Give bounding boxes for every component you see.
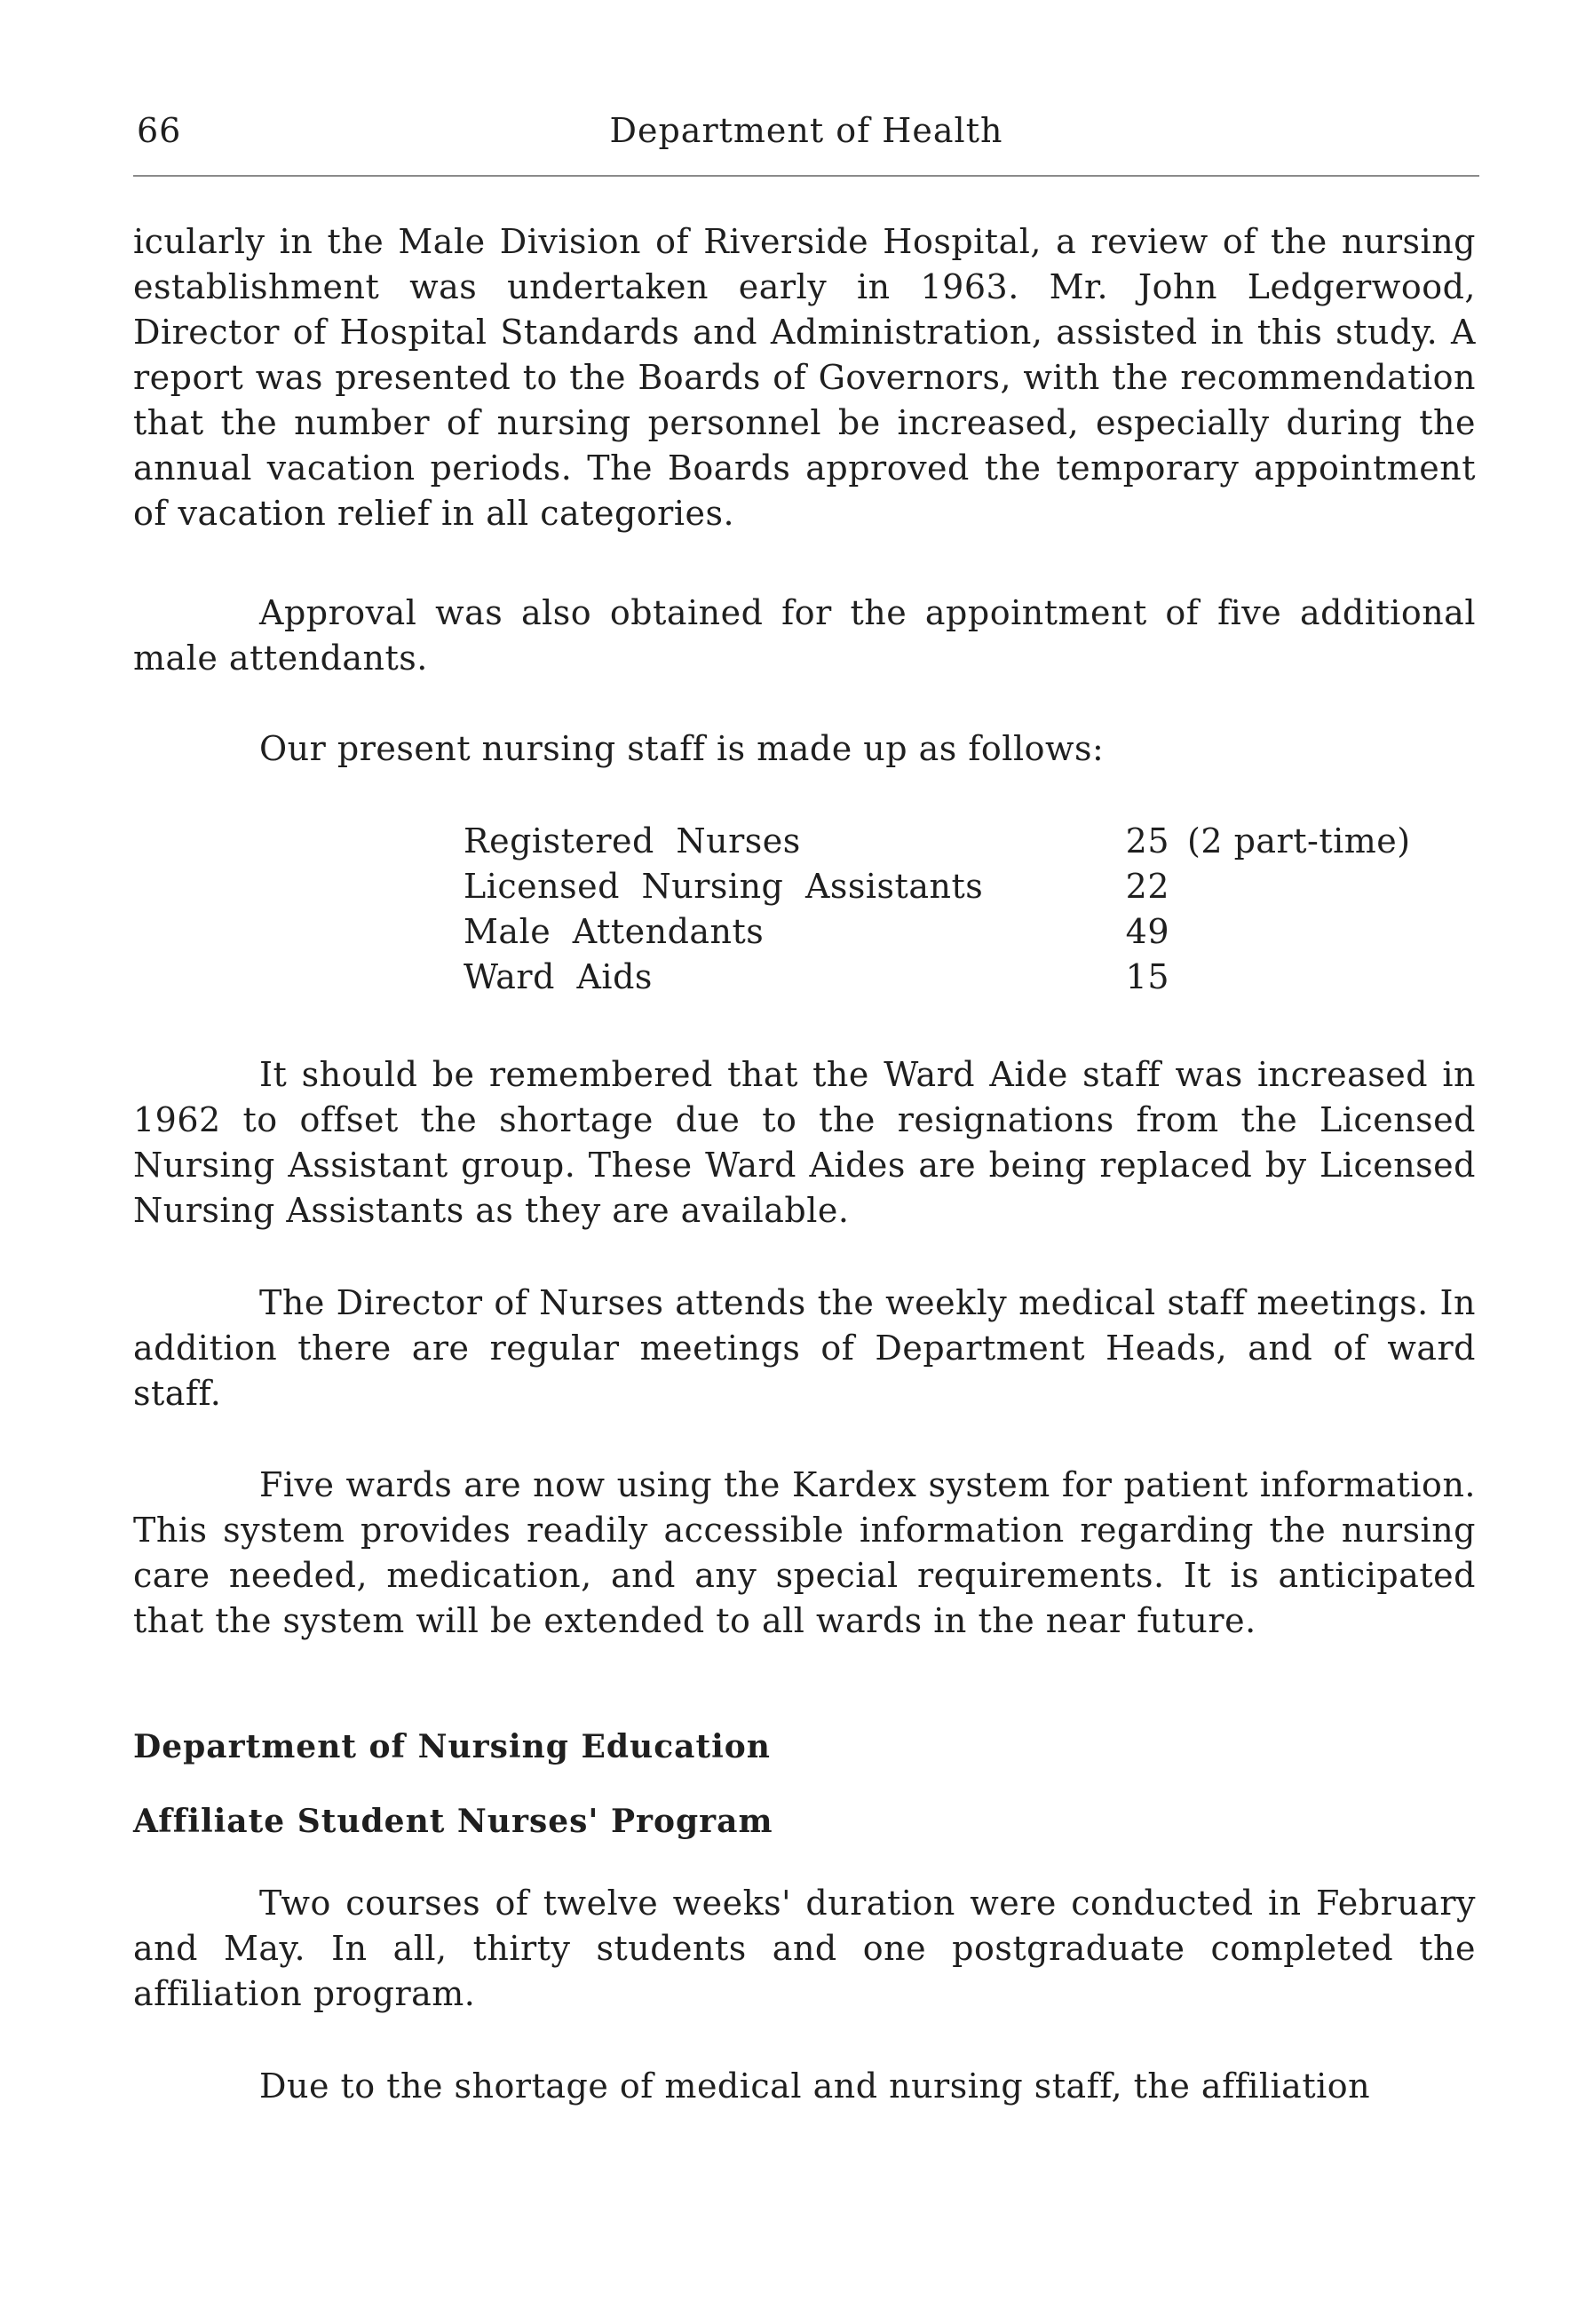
paragraph-8-block (133, 2064, 1476, 2109)
running-head: Department of Health (609, 111, 1003, 150)
paragraph-4-block (133, 1052, 1476, 1233)
paragraph-1: icularly in the Male Division of Riverside Hospital, a review of the nursing establishment was undertaken early in 1963. Mr. John Ledgerwood, Director of Hospital Standards and Administration, assisted in this study. A report was presented to the Boards of Governors, with the recommendation that the number of nursing personnel be increased, especially during the annual vacation periods. The Boards approved the temporary appointment of vacation relief in all categories. (133, 222, 1476, 533)
staff-count: 25 (1125, 821, 1169, 861)
staff-count: 49 (1125, 912, 1169, 951)
staff-note: (2 part-time) (1187, 821, 1411, 861)
paragraph-6: Five wards are now using the Kardex system for patient information. This system provides readily accessible information regarding the nursing care needed, medication, and any special requirements. It is anticipated that the system will be extended to all wards in the near future. (133, 1465, 1476, 1640)
page-number: 66 (137, 111, 182, 150)
paragraph-7-block (133, 1881, 1476, 2017)
paragraph-3-block (133, 726, 1476, 772)
staff-count: 15 (1125, 957, 1169, 996)
paragraph-2: Approval was also obtained for the appointment of five additional male attendants. (133, 593, 1476, 678)
table-row (464, 955, 1440, 1000)
paragraph-6-block (133, 1463, 1476, 1644)
subsection-heading: Affiliate Student Nurses' Program (133, 1803, 773, 1840)
page-header (133, 111, 1479, 164)
header-rule (133, 175, 1479, 177)
paragraph-5: The Director of Nurses attends the weekly medical staff meetings. In addition there are regular meetings of Department Heads, and of ward staff. (133, 1283, 1476, 1413)
paragraph-8: Due to the shortage of medical and nursing staff, the affiliation (259, 2066, 1371, 2106)
paragraph-2-block (133, 591, 1476, 681)
paragraph-1-block (133, 219, 1476, 536)
staff-category: Registered Nurses (464, 821, 801, 861)
staff-category: Licensed Nursing Assistants (464, 867, 984, 906)
paragraph-4: It should be remembered that the Ward Aide staff was increased in 1962 to offset the shortage due to the resignations from the Licensed Nursing Assistant group. These Ward Aides are being replaced by Licensed Nursing Assistants as they are available. (133, 1055, 1476, 1230)
table-row (464, 819, 1440, 864)
table-row (464, 864, 1440, 909)
paragraph-5-block (133, 1281, 1476, 1416)
nursing-staff-table (464, 819, 1440, 1000)
paragraph-3: Our present nursing staff is made up as follows: (259, 729, 1105, 768)
paragraph-7: Two courses of twelve weeks' duration were conducted in February and May. In all, thirty students and one postgraduate completed the affiliation program. (133, 1884, 1476, 2013)
staff-count: 22 (1125, 867, 1169, 906)
table-row (464, 909, 1440, 955)
section-heading: Department of Nursing Education (133, 1728, 771, 1765)
staff-category: Ward Aids (464, 957, 653, 996)
staff-category: Male Attendants (464, 912, 765, 951)
